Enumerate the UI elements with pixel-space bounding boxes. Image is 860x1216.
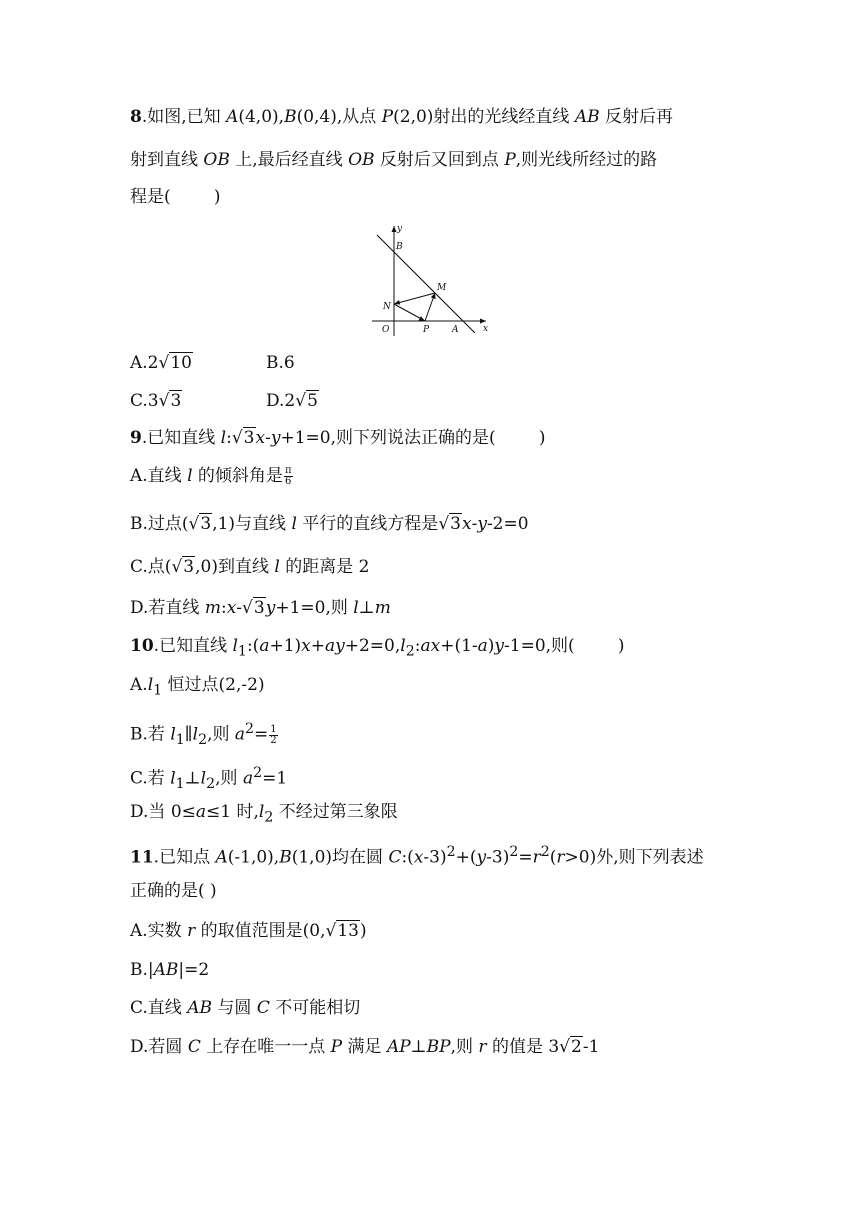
label-N: N — [383, 302, 391, 312]
q8-figure — [368, 222, 493, 340]
q8-options-row2 — [130, 390, 740, 412]
q11-stem-line1: 11.已知点 A(-1,0),B(1,0)均在圆 $C:(x-3)^2+(y-3)^2=r^2(r>0)$外,则下列表述 — [130, 844, 704, 868]
q9-option-c: C.点(√3,0)到直线 l 的距离是 2 — [130, 557, 370, 577]
q8-option-b: B.6 — [266, 353, 295, 373]
q9-stem: 9.已知直线 l:√3x-y+1=0,则下列说法正确的是( ) — [130, 428, 546, 448]
q8-line2: 射到直线 OB 上,最后经直线 OB 反射后又回到点 P,则光线所经过的路 — [130, 150, 658, 170]
q10-stem: 10.已知直线 $l_1:(a+1)x+ay+2=0,l_2:ax+(1-a)y-1=0$,则( ) — [130, 636, 625, 660]
q11-option-a: A.实数 r 的取值范围是(0,√13) — [130, 921, 367, 941]
ray-NP-arrow — [419, 316, 426, 321]
label-x: x — [483, 324, 489, 334]
q10-option-c: C.若 $l_1\perp l_2$,则 $a^2=1$ — [130, 765, 288, 793]
q11-stem-line2: 正确的是( ) — [130, 881, 217, 901]
q9-number: 9 — [130, 428, 142, 448]
q9-option-b: B.过点(√3,1)与直线 l 平行的直线方程是√3x-y-2=0 — [130, 514, 529, 534]
label-O: O — [382, 325, 390, 335]
q10-number: 10 — [130, 636, 154, 656]
q10-option-a: $A.l_1$ 恒过点(2,-2) — [130, 675, 265, 699]
q10-option-b: B.若 $l_1\parallel l_2$,则 $a^2=$ $\frac{1}{2}$ — [130, 721, 277, 749]
y-axis-arrow — [392, 226, 397, 232]
q8-option-d: D.2√5 — [266, 391, 318, 411]
q11-option-b: B.|AB|=2 — [130, 960, 210, 980]
ray-MN-arrow — [394, 300, 400, 305]
label-M: M — [437, 283, 447, 293]
q8-options-row1 — [130, 352, 740, 374]
q9-option-d: D.若直线 m:x-√3y+1=0,则 l⊥m — [130, 598, 391, 618]
q10-option-d: D.当 0≤a≤1 时$,l_2$ 不经过第三象限 — [130, 802, 398, 826]
q8-line3: 程是( ) — [130, 187, 221, 207]
q11-option-d: D.若圆 C 上存在唯一一点 P 满足 AP⊥BP,则 r 的值是 3√2-1 — [130, 1037, 600, 1057]
ray-MN — [394, 293, 435, 304]
q11-option-c: C.直线 AB 与圆 C 不可能相切 — [130, 998, 361, 1018]
q9-option-a: A.直线 l 的倾斜角是 $\frac{\pi}{6}$ — [130, 465, 292, 487]
q8-option-c: C.3√3 — [130, 391, 182, 411]
q8-option-a: A.2√10 — [130, 353, 192, 373]
q8-stem-part1: .如图,已知 A(4,0),B(0,4),从点 P(2,0)射出的光线经直线 AB 反射后再 — [141, 107, 674, 127]
label-A: A — [452, 325, 459, 335]
q11-number: 11 — [130, 847, 154, 868]
q8-line1 — [130, 106, 740, 128]
label-y: y — [397, 224, 403, 234]
q8-number: 8 — [130, 107, 142, 127]
label-B: B — [396, 242, 403, 252]
x-axis-arrow — [480, 319, 486, 324]
label-P: P — [423, 325, 430, 335]
